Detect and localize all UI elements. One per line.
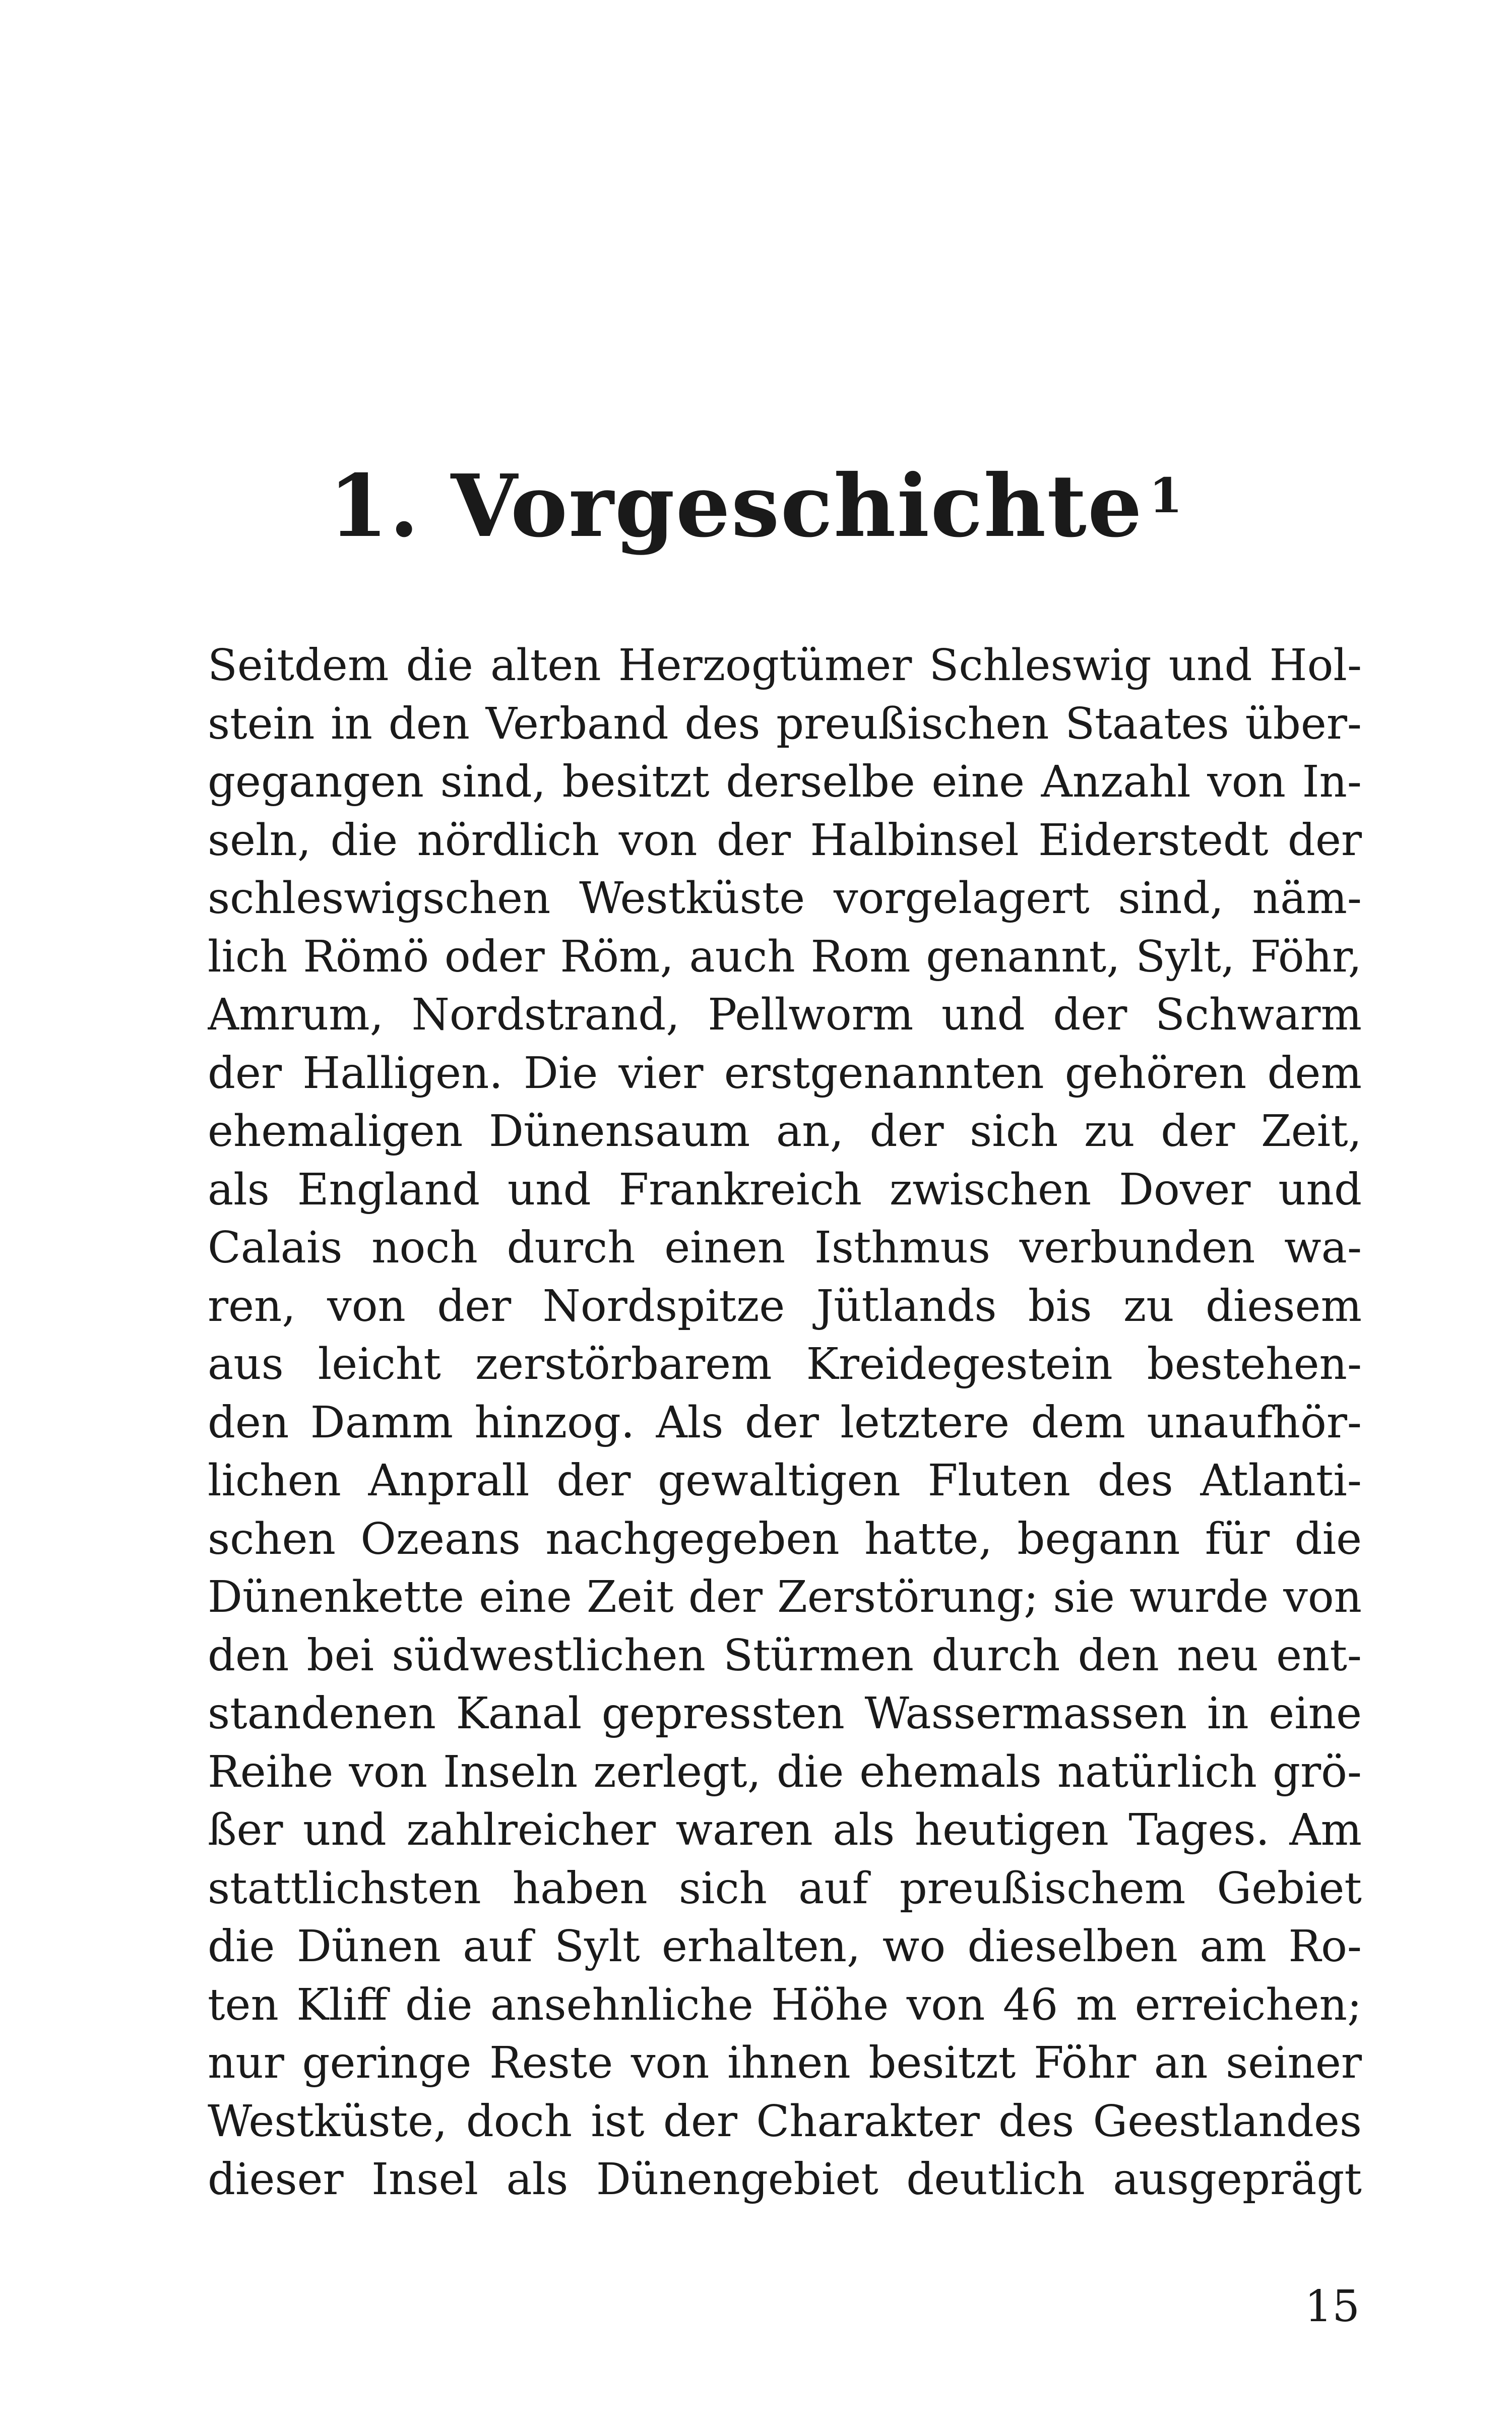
text-line: lichen Anprall der gewaltigen Fluten des Atlanti-: [208, 1456, 1362, 1506]
footnote-mark: 1: [1149, 467, 1184, 524]
text-line: nur geringe Reste von ihnen besitzt Föhr an seiner: [208, 2038, 1362, 2088]
text-line: stattlichsten haben sich auf preußischem Gebiet: [208, 1863, 1362, 1914]
text-line: den Damm hinzog. Als der letztere dem unaufhör-: [208, 1397, 1362, 1448]
text-line: Reihe von Inseln zerlegt, die ehemals natürlich grö-: [208, 1746, 1362, 1797]
text-line: stein in den Verband des preußischen Staates über-: [208, 698, 1362, 749]
text-line: schen Ozeans nachgegeben hatte, begann für die: [208, 1514, 1362, 1564]
text-line: seln, die nördlich von der Halbinsel Eiderstedt der: [208, 815, 1362, 866]
text-line: ßer und zahlreicher waren als heutigen Tages. Am: [208, 1805, 1362, 1855]
text-line: der Halligen. Die vier erstgenannten gehören dem: [208, 1048, 1362, 1099]
page-number: 15: [1304, 2281, 1360, 2332]
text-line: aus leicht zerstörbarem Kreidegestein bestehen-: [208, 1339, 1362, 1389]
text-line: als England und Frankreich zwischen Dover und: [208, 1164, 1362, 1215]
text-line: Westküste, doch ist der Charakter des Geestlandes: [208, 2096, 1362, 2147]
text-line: lich Römö oder Röm, auch Rom genannt, Sylt, Föhr,: [208, 931, 1362, 982]
text-line: Calais noch durch einen Isthmus verbunden wa-: [208, 1223, 1362, 1273]
chapter-title: 1. Vorgeschichte: [328, 455, 1143, 557]
chapter-heading: [0, 456, 1512, 557]
text-line: gegangen sind, besitzt derselbe eine Anzahl von In-: [208, 757, 1362, 807]
body-paragraph: [208, 637, 1362, 2209]
text-line: dieser Insel als Dünengebiet deutlich ausgeprägt: [208, 2154, 1362, 2205]
text-line: den bei südwestlichen Stürmen durch den neu ent-: [208, 1630, 1362, 1681]
text-line: Amrum, Nordstrand, Pellworm und der Schwarm: [208, 990, 1362, 1040]
text-line: Seitdem die alten Herzogtümer Schleswig und Hol-: [208, 640, 1362, 691]
text-line: standenen Kanal gepressten Wassermassen in eine: [208, 1688, 1362, 1739]
text-line: die Dünen auf Sylt erhalten, wo dieselben am Ro-: [208, 1921, 1362, 1972]
text-line: ehemaligen Dünensaum an, der sich zu der Zeit,: [208, 1106, 1362, 1157]
text-line: schleswigschen Westküste vorgelagert sind, näm-: [208, 873, 1362, 924]
text-line: ren, von der Nordspitze Jütlands bis zu diesem: [208, 1281, 1362, 1332]
text-line: Dünenkette eine Zeit der Zerstörung; sie wurde von: [208, 1572, 1362, 1622]
text-line: ten Kliff die ansehnliche Höhe von 46 m erreichen;: [208, 1979, 1362, 2030]
